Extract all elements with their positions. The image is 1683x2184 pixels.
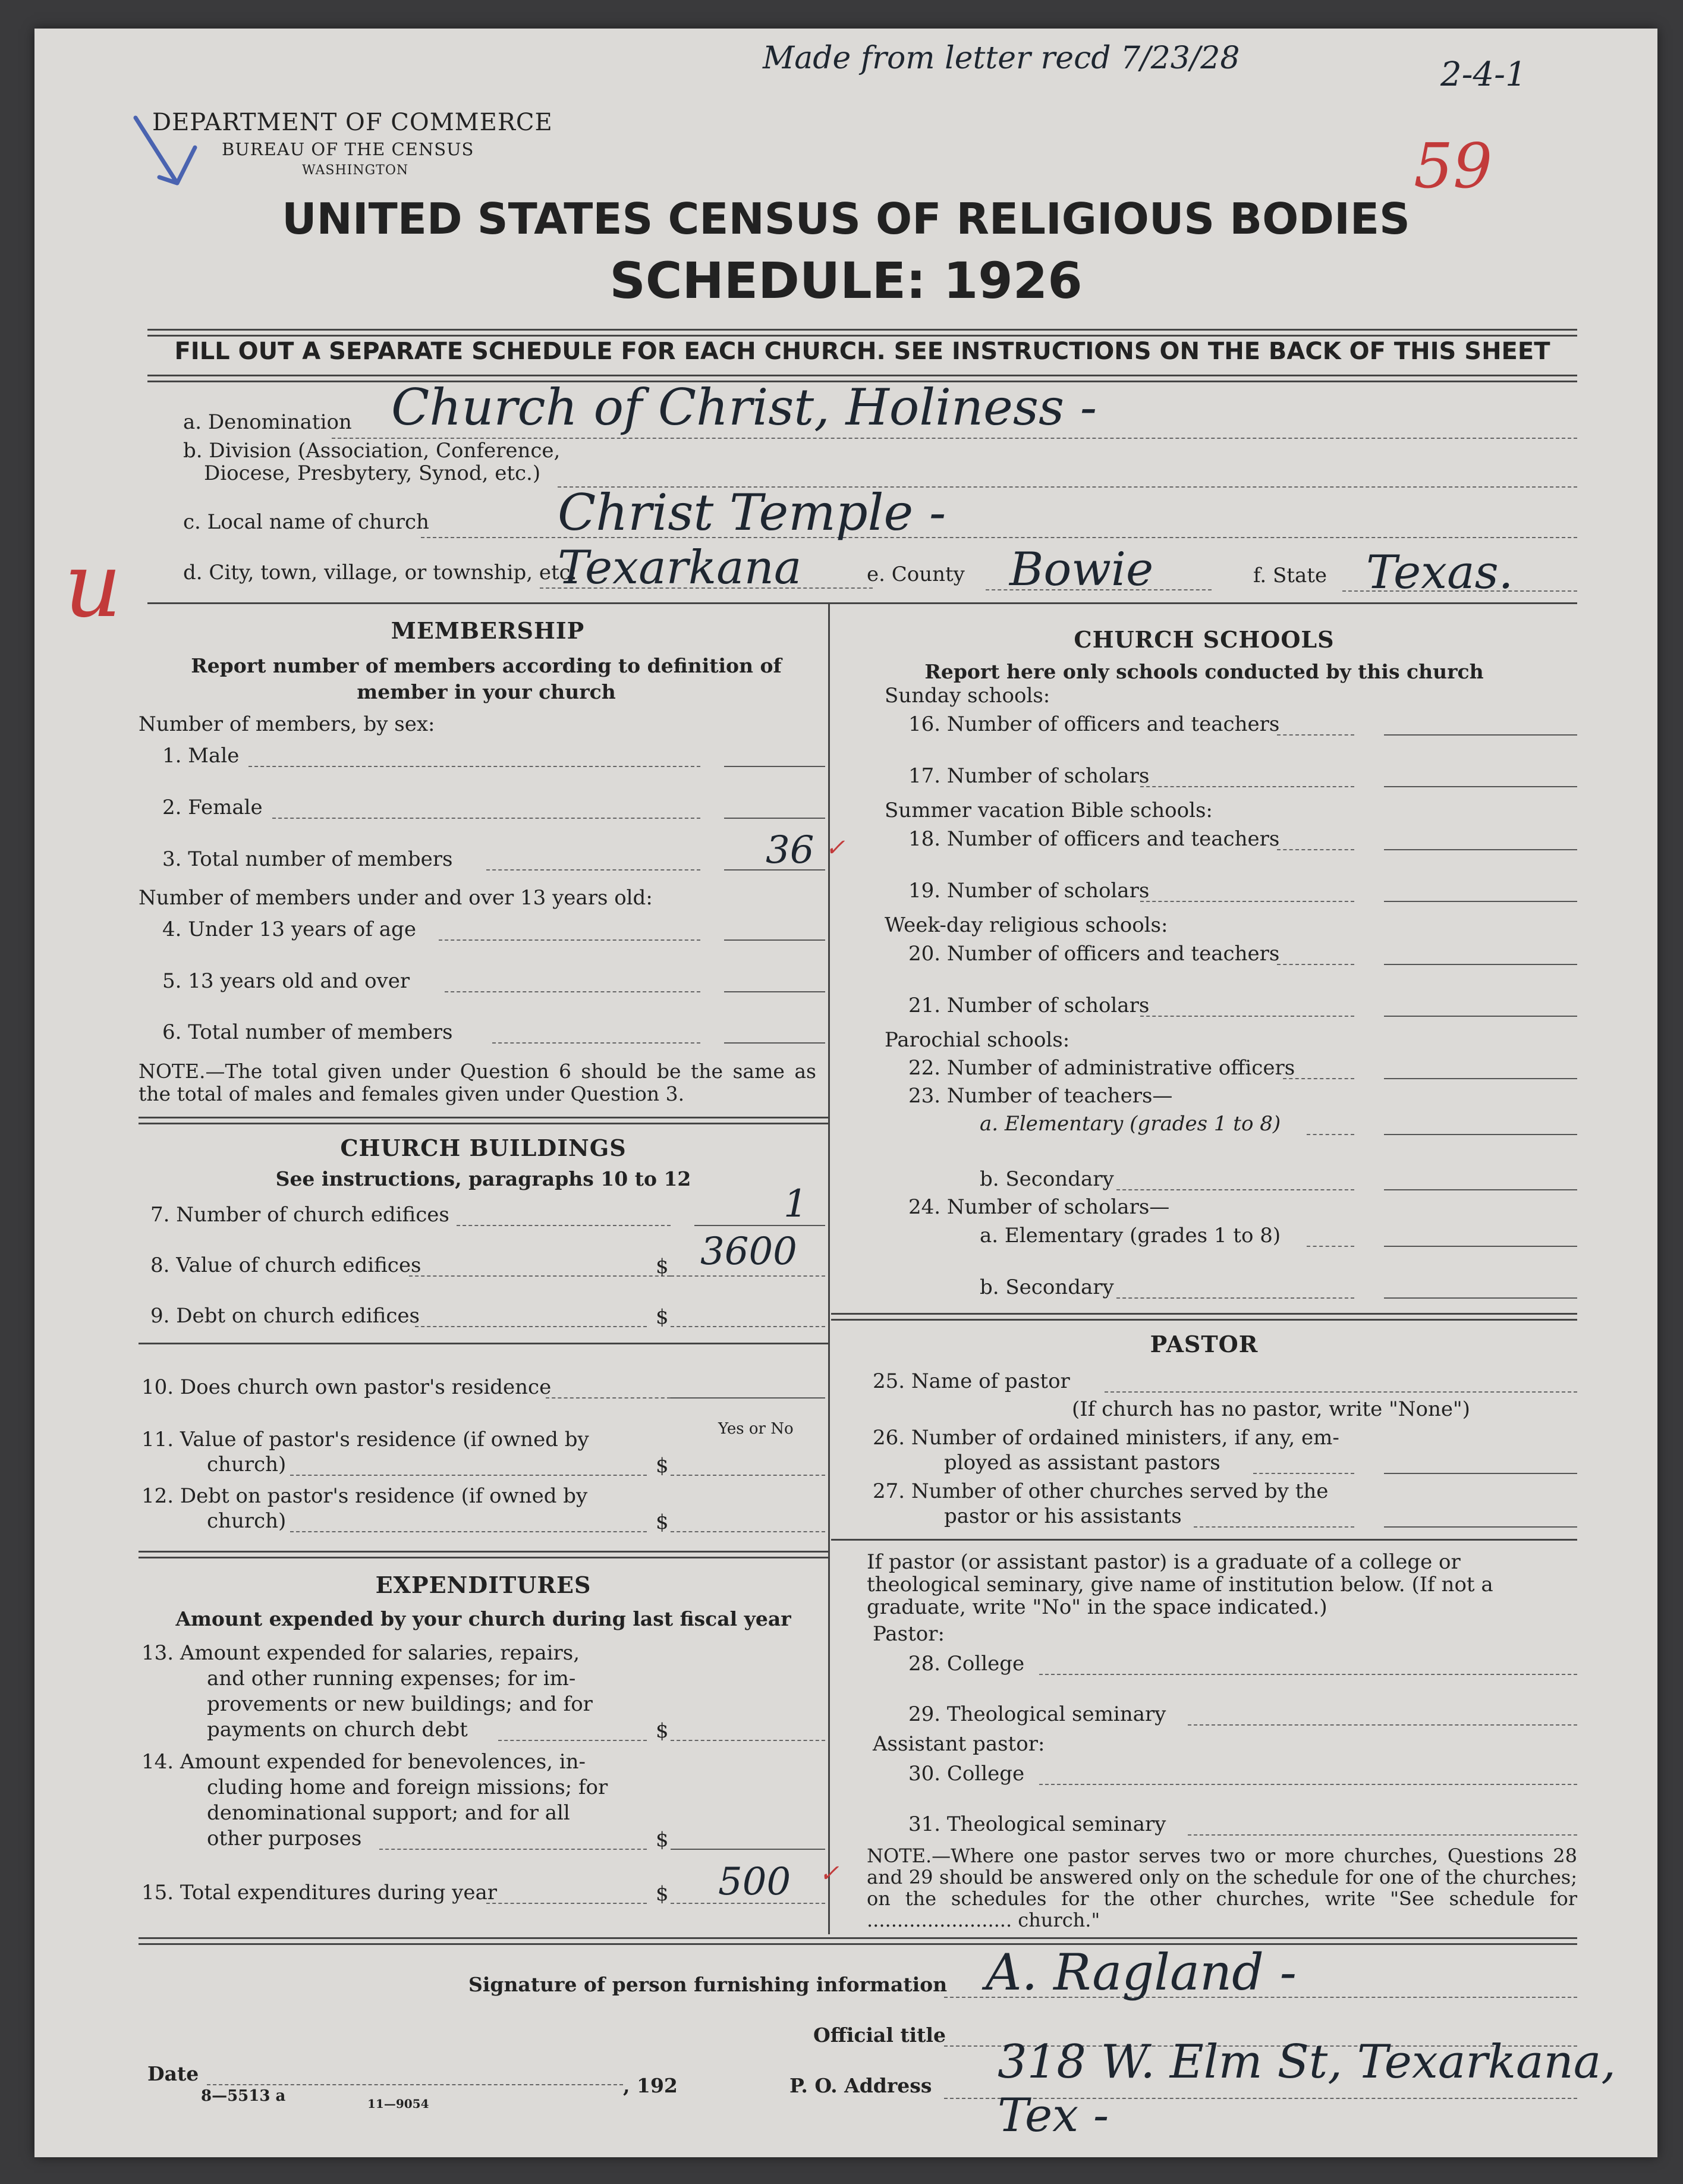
q25-label: 25. Name of pastor bbox=[873, 1369, 1070, 1393]
denomination-value: Church of Christ, Holiness - bbox=[391, 378, 1097, 436]
q24b-field[interactable] bbox=[1384, 1297, 1577, 1299]
q13-line-1: 13. Amount expended for salaries, repairs, bbox=[141, 1641, 580, 1665]
q9-label: 9. Debt on church edifices bbox=[150, 1304, 420, 1328]
buildings-subtitle: See instructions, paragraphs 10 to 12 bbox=[275, 1167, 691, 1190]
q12-label: 12. Debt on pastor's residence (if owned by bbox=[141, 1484, 588, 1508]
po-address-value: 318 W. Elm St, Texarkana, Tex - bbox=[998, 2035, 1616, 2142]
q25-note: (If church has no pastor, write "None") bbox=[1072, 1397, 1470, 1421]
red-tick-icon: ✓ bbox=[819, 1860, 839, 1887]
expenditures-title: EXPENDITURES bbox=[375, 1572, 592, 1598]
q17-field[interactable] bbox=[1384, 786, 1577, 787]
q30-label: 30. College bbox=[908, 1762, 1025, 1786]
q13-field[interactable] bbox=[671, 1740, 825, 1741]
q28-field[interactable] bbox=[1039, 1674, 1577, 1675]
q21-field[interactable] bbox=[1384, 1016, 1577, 1017]
q5-field[interactable] bbox=[724, 991, 825, 992]
q30-field[interactable] bbox=[1039, 1784, 1577, 1785]
date-label: Date bbox=[147, 2062, 199, 2085]
q15-label: 15. Total expenditures during year bbox=[141, 1881, 498, 1905]
schools-subtitle: Report here only schools conducted by this church bbox=[924, 660, 1484, 683]
q11-label: 11. Value of pastor's residence (if owned by bbox=[141, 1428, 589, 1451]
pastor-title: PASTOR bbox=[1150, 1331, 1259, 1357]
q24a-label: a. Elementary (grades 1 to 8) bbox=[980, 1224, 1281, 1247]
q28-label: 28. College bbox=[908, 1652, 1025, 1676]
schedule-year: SCHEDULE: 1926 bbox=[609, 252, 1083, 310]
local-name-value: Christ Temple - bbox=[558, 483, 946, 542]
q18-field[interactable] bbox=[1384, 849, 1577, 850]
q7-label: 7. Number of church edifices bbox=[150, 1203, 449, 1227]
q8-label: 8. Value of church edifices bbox=[150, 1253, 421, 1277]
assistant-label: Assistant pastor: bbox=[873, 1732, 1045, 1756]
dollar-sign: $ bbox=[656, 1882, 669, 1906]
q23b-field[interactable] bbox=[1384, 1189, 1577, 1190]
dollar-sign: $ bbox=[656, 1305, 669, 1329]
city-label: d. City, town, village, or township, etc. bbox=[183, 561, 577, 585]
q2-label: 2. Female bbox=[162, 796, 263, 819]
membership-subtitle: Report number of members according to definition of member in your church bbox=[191, 654, 782, 703]
q12-field[interactable] bbox=[671, 1531, 825, 1532]
q6-field[interactable] bbox=[724, 1042, 825, 1044]
q31-label: 31. Theological seminary bbox=[908, 1812, 1166, 1836]
date-field[interactable] bbox=[207, 2084, 623, 2085]
q16-field[interactable] bbox=[1384, 734, 1577, 736]
q8-value: 3600 bbox=[700, 1230, 797, 1274]
parochial-label: Parochial schools: bbox=[885, 1028, 1070, 1052]
membership-note: NOTE.—The total given under Question 6 should be the same as the total of males and females given under Question 3. bbox=[139, 1060, 816, 1105]
pastor-note: NOTE.—Where one pastor serves two or more churches, Questions 28 and 29 should be answered only on the schedule for one of the churches; on the schedules for the other churches, write "See schedule for ........................ church." bbox=[867, 1844, 1577, 1931]
weekday-label: Week-day religious schools: bbox=[885, 913, 1168, 937]
q6-label: 6. Total number of members bbox=[162, 1020, 453, 1044]
q20-field[interactable] bbox=[1384, 964, 1577, 965]
form-title: UNITED STATES CENSUS OF RELIGIOUS BODIES bbox=[282, 194, 1410, 244]
buildings-title: CHURCH BUILDINGS bbox=[340, 1135, 627, 1161]
q4-label: 4. Under 13 years of age bbox=[162, 917, 416, 941]
date-year: , 192 bbox=[623, 2074, 678, 2097]
q19-field[interactable] bbox=[1384, 901, 1577, 902]
q14-field[interactable] bbox=[671, 1849, 825, 1850]
q16-label: 16. Number of officers and teachers bbox=[908, 712, 1280, 736]
red-tick-icon: ✓ bbox=[825, 834, 845, 862]
q20-label: 20. Number of officers and teachers bbox=[908, 942, 1280, 966]
division-label-2: Diocese, Presbytery, Synod, etc.) bbox=[204, 461, 541, 485]
q21-label: 21. Number of scholars bbox=[908, 994, 1150, 1017]
q13-line-2: and other running expenses; for im- bbox=[207, 1667, 576, 1690]
q10-field[interactable] bbox=[671, 1397, 825, 1399]
q12-label-2: church) bbox=[207, 1509, 287, 1533]
q3-label: 3. Total number of members bbox=[162, 847, 453, 871]
dollar-sign: $ bbox=[656, 1510, 669, 1534]
print-number: 11—9054 bbox=[367, 2097, 429, 2111]
q18-label: 18. Number of officers and teachers bbox=[908, 827, 1280, 851]
q13-line-4: payments on church debt bbox=[207, 1718, 468, 1742]
pastor-label: Pastor: bbox=[873, 1622, 945, 1646]
denomination-label: a. Denomination bbox=[183, 410, 352, 434]
form-number: 8—5513 a bbox=[201, 2087, 286, 2105]
division-label: b. Division (Association, Conference, bbox=[183, 439, 561, 463]
q29-field[interactable] bbox=[1188, 1724, 1577, 1726]
q26-field[interactable] bbox=[1384, 1473, 1577, 1474]
city: WASHINGTON bbox=[302, 163, 409, 178]
dollar-sign: $ bbox=[656, 1828, 669, 1852]
q5-label: 5. 13 years old and over bbox=[162, 969, 410, 993]
q9-field[interactable] bbox=[671, 1326, 825, 1327]
q24b-label: b. Secondary bbox=[980, 1275, 1114, 1299]
q22-label: 22. Number of administrative officers bbox=[908, 1056, 1295, 1080]
by-age-label: Number of members under and over 13 years old: bbox=[139, 886, 653, 910]
dollar-sign: $ bbox=[656, 1454, 669, 1478]
q26-label-2: ployed as assistant pastors bbox=[944, 1451, 1220, 1475]
q14-line-1: 14. Amount expended for benevolences, in- bbox=[141, 1750, 586, 1774]
q31-field[interactable] bbox=[1188, 1834, 1577, 1836]
membership-title: MEMBERSHIP bbox=[391, 617, 585, 644]
q25-field[interactable] bbox=[1105, 1391, 1577, 1393]
q26-label: 26. Number of ordained ministers, if any, em- bbox=[873, 1426, 1339, 1450]
county-label: e. County bbox=[867, 563, 965, 586]
bureau: BUREAU OF THE CENSUS bbox=[222, 139, 474, 159]
q11-label-2: church) bbox=[207, 1453, 287, 1476]
census-schedule-page bbox=[34, 29, 1657, 2157]
handwritten-code: 2-4-1 bbox=[1440, 55, 1527, 94]
q17-label: 17. Number of scholars bbox=[908, 764, 1150, 788]
q10-label: 10. Does church own pastor's residence bbox=[141, 1375, 552, 1399]
q24-label: 24. Number of scholars— bbox=[908, 1195, 1170, 1219]
dollar-sign: $ bbox=[656, 1255, 669, 1278]
q24a-field[interactable] bbox=[1384, 1246, 1577, 1247]
q14-line-2: cluding home and foreign missions; for bbox=[207, 1776, 608, 1799]
county-value: Bowie bbox=[1009, 543, 1154, 596]
q4-field[interactable] bbox=[724, 939, 825, 941]
q14-line-4: other purposes bbox=[207, 1827, 362, 1850]
q15-value: 500 bbox=[718, 1860, 791, 1904]
q14-line-3: denominational support; and for all bbox=[207, 1801, 570, 1825]
state-value: Texas. bbox=[1366, 546, 1514, 599]
state-label: f. State bbox=[1253, 564, 1327, 587]
summer-label: Summer vacation Bible schools: bbox=[885, 799, 1213, 822]
q23a-field[interactable] bbox=[1384, 1134, 1577, 1135]
q8-field[interactable] bbox=[671, 1275, 825, 1277]
dollar-sign: $ bbox=[656, 1719, 669, 1743]
q23a-label: a. Elementary (grades 1 to 8) bbox=[980, 1112, 1281, 1136]
q1-field[interactable] bbox=[724, 766, 825, 767]
q11-field[interactable] bbox=[671, 1475, 825, 1476]
schools-title: CHURCH SCHOOLS bbox=[1074, 626, 1335, 653]
q19-label: 19. Number of scholars bbox=[908, 879, 1150, 903]
signature-value: A. Ragland - bbox=[986, 1943, 1297, 2001]
sunday-label: Sunday schools: bbox=[885, 684, 1050, 708]
q27-label: 27. Number of other churches served by the bbox=[873, 1479, 1329, 1503]
handwritten-top-note: Made from letter recd 7/23/28 bbox=[763, 40, 1240, 76]
yes-no-hint: Yes or No bbox=[718, 1420, 794, 1438]
local-name-label: c. Local name of church bbox=[183, 510, 429, 534]
q13-line-3: provements or new buildings; and for bbox=[207, 1692, 593, 1716]
po-address-label: P. O. Address bbox=[789, 2074, 932, 2097]
q1-label: 1. Male bbox=[162, 744, 240, 768]
red-number: 59 bbox=[1414, 130, 1493, 202]
graduate-note: If pastor (or assistant pastor) is a graduate of a college or theological seminary, give name of institution below. (If not a graduate, write "No" in the space indicated.) bbox=[867, 1550, 1493, 1619]
department: DEPARTMENT OF COMMERCE bbox=[152, 109, 553, 136]
expenditures-subtitle: Amount expended by your church during last fiscal year bbox=[175, 1607, 791, 1630]
q23-label: 23. Number of teachers— bbox=[908, 1084, 1173, 1108]
q3-value: 36 bbox=[766, 828, 814, 872]
city-value: Texarkana bbox=[558, 541, 802, 595]
q2-field[interactable] bbox=[724, 818, 825, 819]
q29-label: 29. Theological seminary bbox=[908, 1702, 1166, 1726]
q27-label-2: pastor or his assistants bbox=[944, 1504, 1182, 1528]
red-margin-mark: u bbox=[64, 534, 122, 637]
signature-label: Signature of person furnishing information bbox=[468, 1973, 948, 1996]
q23b-label: b. Secondary bbox=[980, 1167, 1114, 1191]
q22-field[interactable] bbox=[1384, 1078, 1577, 1079]
q7-value: 1 bbox=[784, 1182, 808, 1226]
official-title-label: Official title bbox=[813, 2023, 946, 2047]
q27-field[interactable] bbox=[1384, 1526, 1577, 1528]
by-sex-label: Number of members, by sex: bbox=[139, 712, 435, 736]
fill-instruction: FILL OUT A SEPARATE SCHEDULE FOR EACH CHURCH. SEE INSTRUCTIONS ON THE BACK OF THIS SHEET bbox=[174, 338, 1550, 365]
